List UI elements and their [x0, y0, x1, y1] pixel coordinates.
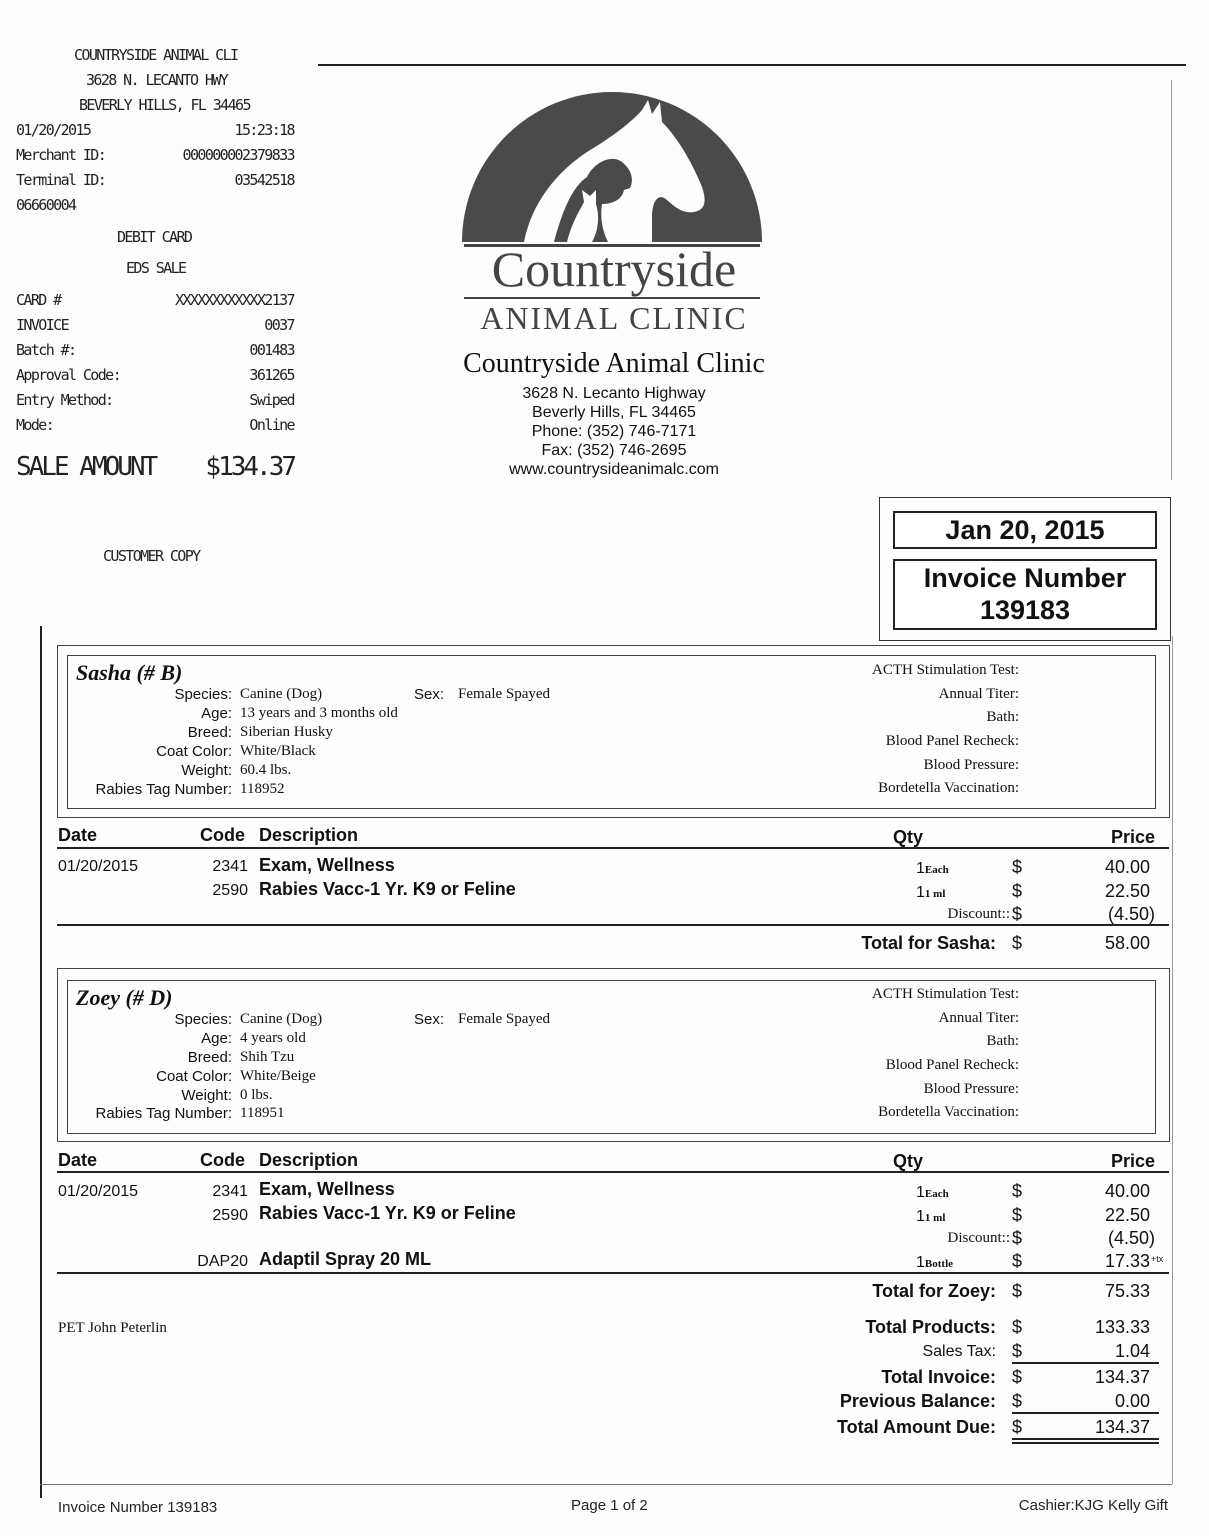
dollar-sign: $ — [1012, 1367, 1023, 1387]
prev-rule — [1012, 1412, 1159, 1414]
zoey-breed: Shih Tzu — [240, 1049, 295, 1065]
col-price: Price — [1110, 1151, 1155, 1171]
label-blood-panel: Blood Panel Recheck: — [885, 733, 1019, 749]
zoey-weight: 0 lbs. — [240, 1087, 273, 1103]
invoice-date: Jan 20, 2015 — [945, 515, 1105, 545]
col-description: Description — [259, 825, 359, 845]
footer-cashier: Cashier:KJG Kelly Gift — [1018, 1497, 1168, 1514]
receipt-time: 15:23:18 — [234, 121, 294, 139]
dollar-sign: $ — [1012, 1281, 1023, 1301]
item-price: 40.00 — [1104, 857, 1150, 877]
item-price: 22.50 — [1104, 881, 1150, 901]
total-amount-due: 134.37 — [1094, 1417, 1150, 1437]
zoey-species: Canine (Dog) — [240, 1011, 323, 1027]
dollar-sign: $ — [1012, 1317, 1023, 1337]
label-breed: Breed: — [187, 1049, 232, 1066]
zoey-rabies: 118951 — [240, 1105, 285, 1121]
item-unit: 1 ml — [924, 1212, 946, 1224]
label-blood-pressure: Blood Pressure: — [923, 1081, 1019, 1097]
label-rabies: Rabies Tag Number: — [95, 781, 232, 798]
footer-invoice-number: Invoice Number 139183 — [58, 1499, 218, 1516]
dollar-sign: $ — [1012, 1228, 1023, 1248]
dollar-sign: $ — [1012, 1205, 1023, 1225]
item-unit: Bottle — [924, 1258, 954, 1270]
col-price: Price — [1110, 827, 1155, 847]
item-code: 2590 — [212, 882, 248, 899]
table-header-rule — [57, 847, 1169, 849]
top-border — [318, 64, 1186, 66]
pet-name-zoey: Zoey (# D) — [76, 985, 173, 1010]
merchant-id: 000000002379833 — [182, 146, 294, 164]
customer-copy: CUSTOMER COPY — [103, 547, 200, 565]
label-bordetella: Bordetella Vaccination: — [878, 1104, 1019, 1120]
batch-value: 001483 — [249, 341, 294, 359]
label-bordetella: Bordetella Vaccination: — [878, 780, 1019, 796]
item-unit: Each — [924, 1188, 949, 1200]
label-species: Species: — [174, 1011, 232, 1028]
item-code: 2341 — [212, 1183, 248, 1200]
item-qty: 1 — [916, 884, 925, 901]
approval-label: Approval Code: — [16, 366, 121, 384]
label-acth: ACTH Stimulation Test: — [871, 986, 1019, 1002]
zoey-discount: (4.50) — [1107, 1228, 1155, 1248]
item-desc: Exam, Wellness — [259, 855, 395, 875]
item-code: DAP20 — [197, 1253, 248, 1270]
invoice-date-box — [893, 511, 1157, 549]
item-date: 01/20/2015 — [58, 1183, 139, 1200]
sale-type: EDS SALE — [126, 259, 186, 277]
right-border-upper — [1171, 80, 1172, 480]
discount-label: Discount:: — [947, 1230, 1010, 1246]
zoey-sex: Female Spayed — [458, 1011, 551, 1027]
sales-tax-label: Sales Tax: — [922, 1343, 996, 1360]
invoice-number: 139183 — [979, 595, 1071, 625]
col-qty: Qty — [893, 1151, 924, 1171]
label-coat: Coat Color: — [156, 743, 232, 760]
clinic-address-2: Beverly Hills, FL 34465 — [532, 404, 696, 421]
dollar-sign: $ — [1012, 1251, 1023, 1271]
clinic-website: www.countrysideanimalc.com — [509, 461, 719, 478]
dollar-sign: $ — [1012, 1417, 1023, 1437]
invoice-label: INVOICE — [16, 316, 69, 334]
item-qty: 1 — [916, 1254, 925, 1271]
provider: PET John Peterlin — [58, 1320, 167, 1336]
due-rule-2 — [1012, 1442, 1159, 1444]
dollar-sign: $ — [1012, 904, 1023, 924]
item-qty: 1 — [916, 1184, 925, 1201]
invoice-value: 0037 — [264, 316, 294, 334]
col-qty: Qty — [893, 827, 924, 847]
merchant-id-label: Merchant ID: — [16, 146, 106, 164]
entry-value: Swiped — [249, 391, 294, 409]
sales-tax: 1.04 — [1114, 1341, 1150, 1361]
logo-divider — [464, 297, 760, 299]
item-desc: Exam, Wellness — [259, 1179, 395, 1199]
item-code: 2341 — [212, 858, 248, 875]
total-products: 133.33 — [1094, 1317, 1150, 1337]
clinic-address-1: 3628 N. Lecanto Highway — [522, 385, 706, 402]
clinic-logo-icon — [462, 92, 762, 244]
mode-label: Mode: — [16, 416, 54, 434]
col-description: Description — [259, 1150, 359, 1170]
label-blood-panel: Blood Panel Recheck: — [885, 1057, 1019, 1073]
entry-label: Entry Method: — [16, 391, 113, 409]
zoey-total-label: Total for Zoey: — [872, 1281, 996, 1301]
clinic-fax: Fax: (352) 746-2695 — [541, 442, 687, 459]
dollar-sign: $ — [1012, 1391, 1023, 1411]
item-qty: 1 — [916, 1208, 925, 1225]
item-code: 2590 — [212, 1207, 248, 1224]
label-weight: Weight: — [181, 1087, 232, 1104]
sasha-weight: 60.4 lbs. — [240, 762, 292, 778]
item-price: 40.00 — [1104, 1181, 1150, 1201]
sasha-rabies: 118952 — [240, 781, 285, 797]
label-bath: Bath: — [986, 1033, 1019, 1049]
label-bath: Bath: — [986, 709, 1019, 725]
dollar-sign: $ — [1012, 1181, 1023, 1201]
sasha-discount: (4.50) — [1107, 904, 1155, 924]
item-unit: 1 ml — [924, 888, 946, 900]
approval-value: 361265 — [249, 366, 294, 384]
card-type: DEBIT CARD — [117, 228, 192, 246]
label-species: Species: — [174, 686, 232, 703]
label-breed: Breed: — [187, 724, 232, 741]
logo-word-animal-clinic: ANIMAL CLINIC — [480, 300, 748, 336]
terminal-id: 03542518 — [234, 171, 294, 189]
dollar-sign: $ — [1012, 1341, 1023, 1361]
sale-amount-label: SALE AMOUNT — [16, 452, 156, 482]
zoey-coat: White/Beige — [240, 1068, 316, 1084]
right-border — [1172, 636, 1173, 1484]
label-age: Age: — [201, 1030, 232, 1047]
sasha-coat: White/Black — [240, 743, 316, 759]
label-age: Age: — [201, 705, 232, 722]
receipt-header-2: 3628 N. LECANTO HWY — [86, 71, 228, 89]
item-qty: 1 — [916, 860, 925, 877]
item-desc: Rabies Vacc-1 Yr. K9 or Feline — [259, 1203, 516, 1223]
label-coat: Coat Color: — [156, 1068, 232, 1085]
dollar-sign: $ — [1012, 933, 1023, 953]
receipt-header-1: COUNTRYSIDE ANIMAL CLI — [74, 46, 238, 64]
receipt-header-3: BEVERLY HILLS, FL 34465 — [79, 96, 250, 114]
sasha-sex: Female Spayed — [458, 686, 551, 702]
tax-mark: +tx — [1151, 1254, 1164, 1264]
sasha-total-label: Total for Sasha: — [861, 933, 996, 953]
sasha-age: 13 years and 3 months old — [240, 705, 398, 721]
label-rabies: Rabies Tag Number: — [95, 1105, 232, 1122]
card-number: XXXXXXXXXXXX2137 — [175, 291, 294, 309]
due-rule-1 — [1012, 1438, 1159, 1440]
tax-rule — [1012, 1362, 1159, 1364]
item-price: 17.33 — [1104, 1251, 1150, 1271]
total-amount-due-label: Total Amount Due: — [837, 1417, 996, 1437]
zoey-age: 4 years old — [240, 1030, 306, 1046]
label-titer: Annual Titer: — [938, 686, 1019, 702]
total-invoice: 134.37 — [1094, 1367, 1150, 1387]
footer-page: Page 1 of 2 — [571, 1497, 648, 1514]
item-desc: Adaptil Spray 20 ML — [259, 1249, 432, 1269]
subtotal-rule — [57, 924, 1169, 926]
col-date: Date — [58, 1150, 98, 1170]
batch-label: Batch #: — [16, 341, 76, 359]
receipt-date: 01/20/2015 — [16, 121, 91, 139]
zoey-total: 75.33 — [1104, 1281, 1150, 1301]
invoice-number-label: Invoice Number — [923, 563, 1127, 593]
left-border — [40, 626, 42, 1498]
mode-value: Online — [249, 416, 294, 434]
card-label: CARD # — [16, 291, 61, 309]
sasha-total: 58.00 — [1104, 933, 1150, 953]
item-unit: Each — [924, 864, 949, 876]
label-titer: Annual Titer: — [938, 1010, 1019, 1026]
discount-label: Discount:: — [947, 906, 1010, 922]
clinic-name: Countryside Animal Clinic — [463, 348, 765, 379]
sale-amount: $134.37 — [205, 452, 294, 482]
previous-balance-label: Previous Balance: — [839, 1391, 996, 1411]
table-header-rule — [57, 1171, 1169, 1173]
clinic-phone: Phone: (352) 746-7171 — [531, 423, 697, 440]
dollar-sign: $ — [1012, 857, 1023, 877]
label-blood-pressure: Blood Pressure: — [923, 757, 1019, 773]
previous-balance: 0.00 — [1114, 1391, 1150, 1411]
label-weight: Weight: — [181, 762, 232, 779]
col-code: Code — [200, 825, 245, 845]
terminal-extra: 06660004 — [16, 196, 76, 214]
item-desc: Rabies Vacc-1 Yr. K9 or Feline — [259, 879, 516, 899]
bottom-border — [40, 1484, 1172, 1485]
pet-name-sasha: Sasha (# B) — [76, 660, 183, 685]
label-sex: Sex: — [414, 1011, 445, 1028]
logo-word-countryside: Countryside — [491, 241, 737, 297]
sasha-species: Canine (Dog) — [240, 686, 323, 702]
label-sex: Sex: — [414, 686, 445, 703]
terminal-id-label: Terminal ID: — [16, 171, 106, 189]
subtotal-rule — [57, 1272, 1169, 1274]
total-products-label: Total Products: — [865, 1317, 996, 1337]
dollar-sign: $ — [1012, 881, 1023, 901]
total-invoice-label: Total Invoice: — [881, 1367, 996, 1387]
item-date: 01/20/2015 — [58, 858, 139, 875]
col-date: Date — [58, 825, 98, 845]
invoice-number-box — [893, 559, 1157, 630]
item-price: 22.50 — [1104, 1205, 1150, 1225]
col-code: Code — [200, 1150, 245, 1170]
sasha-breed: Siberian Husky — [240, 724, 333, 740]
label-acth: ACTH Stimulation Test: — [871, 662, 1019, 678]
